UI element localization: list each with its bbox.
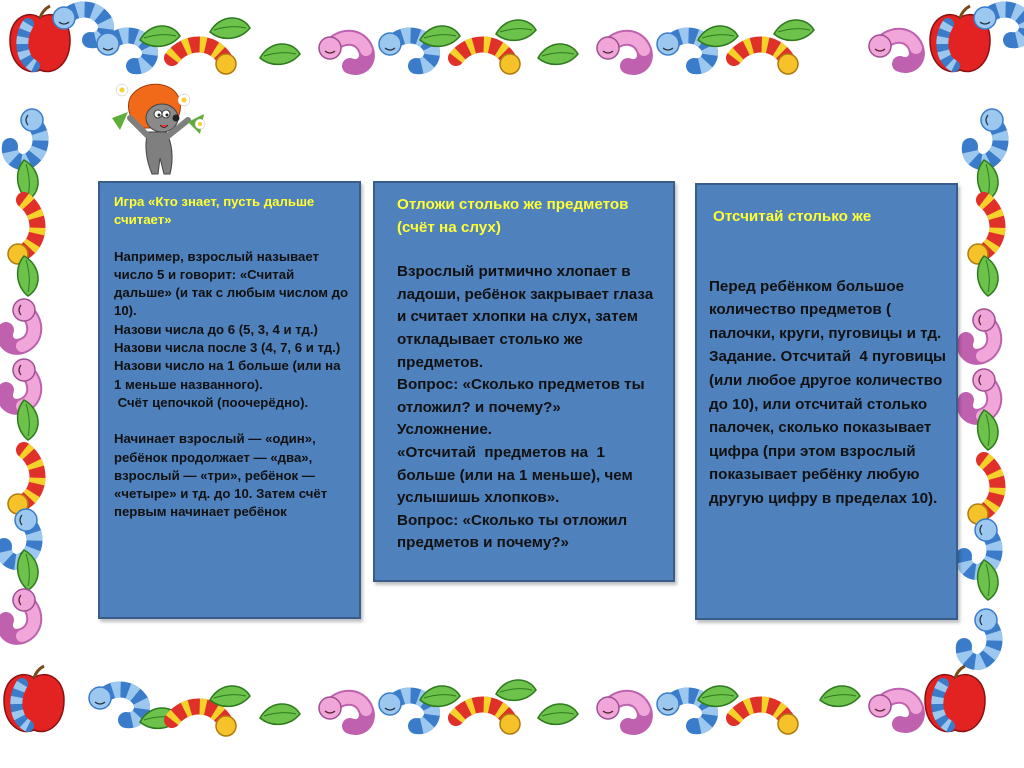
apple-icon: [925, 666, 985, 732]
card-body: Перед ребёнком большое количество предметов ( палочки, круги, пуговицы и тд. Задание. Отсчитай 4 пуговицы (или любое другое количество до 10), или отсчитай столько палочек, сколько показывает цифра (при этом взрослый показывает ребёнку любую другую цифру в пределах 10).: [709, 277, 947, 507]
apple-icon: [4, 666, 64, 732]
card-body: Взрослый ритмично хлопает в ладоши, ребёнок закрывает глаза и считает хлопки на слух, затем откладывает столько же предметов. Вопрос: «Сколько предметов ты отложил? и почему?» Усложнение. «Отсчитай предметов на 1 больше (или на 1 меньше), чем услышишь хлопков». Вопрос: «Сколько ты отложил предметов и почему?»: [397, 263, 654, 552]
card-body: Например, взрослый называет число 5 и говорит: «Считай дальше» (и так с любым числом до 10). Назови числа до 6 (5, 3, 4 и тд.) Назови числа после 3 (4, 7, 6 и тд.) Назови число на 1 больше (или на 1 меньше названного). Счёт цепочкой (поочерёдно).: [114, 248, 349, 410]
card-title: Игра «Кто знает, пусть дальше считает»: [114, 194, 318, 228]
game-card-count-by-ear: [373, 181, 675, 582]
game-card-count-out-same: [695, 183, 958, 620]
game-card-who-knows: [98, 181, 361, 619]
hedgehog-mascot-icon: [100, 78, 215, 183]
card-title: Отложи столько же предметов (счёт на слух): [397, 196, 633, 236]
card-title: Отсчитай столько же: [713, 208, 872, 225]
card-body: Начинает взрослый — «один», ребёнок продолжает — «два», взрослый — «три», ребёнок — «четыре» и тд. до 10. Затем счёт первым начинает ребёнок: [114, 431, 331, 520]
